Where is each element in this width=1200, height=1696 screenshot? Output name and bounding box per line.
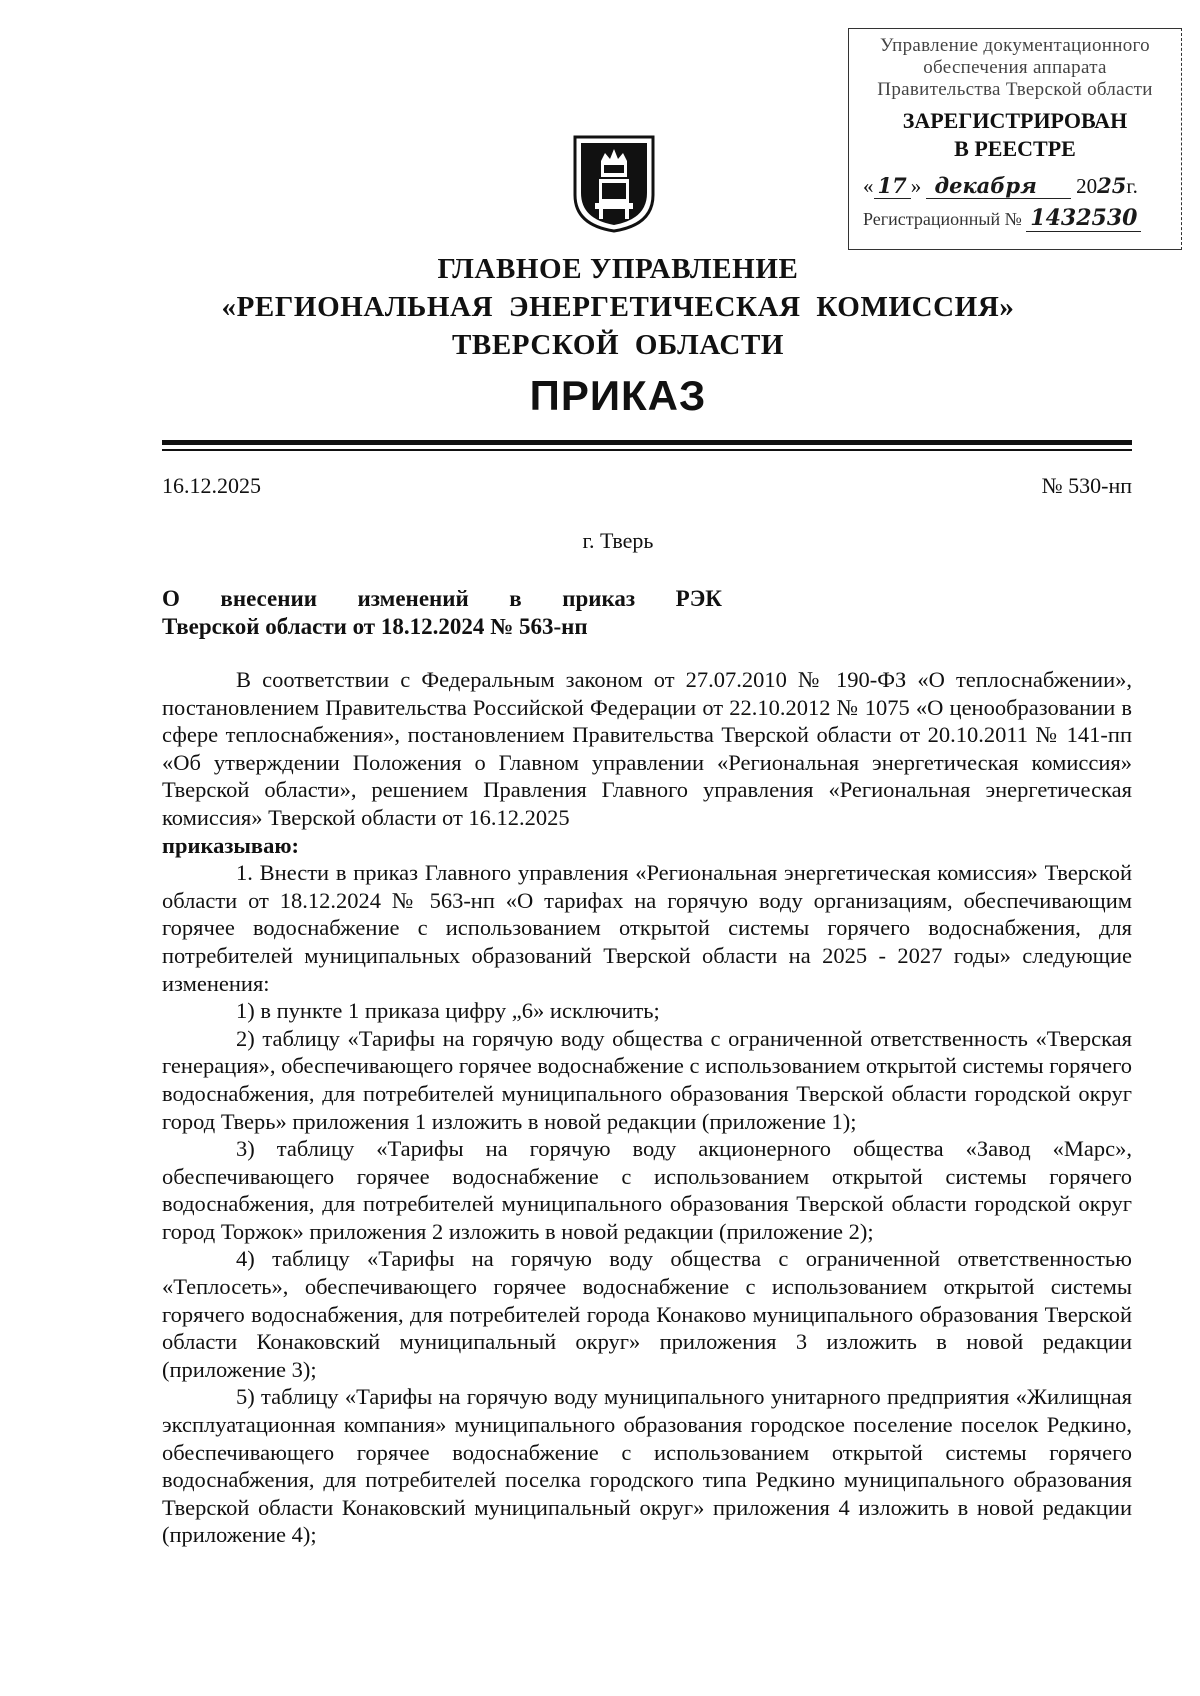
stamp-day: 17 (874, 173, 911, 199)
header-divider-thin (162, 449, 1132, 451)
organization-name: ГЛАВНОЕ УПРАВЛЕНИЕ «РЕГИОНАЛЬНАЯ ЭНЕРГЕТИЧЕСКАЯ КОМИССИЯ» ТВЕРСКОЙ ОБЛАСТИ (221, 253, 1015, 361)
subitem-4-paragraph: 4) таблицу «Тарифы на горячую воду общества с ограниченной ответственностью «Теплосеть», обеспечивающего горячее водоснабжение с использованием открытой системы горячего водоснабжения, для потребителей города Конаково муниципального образования Тверской области Конаковский муниципальный округ» приложения 3 изложить в новой редакции (приложение 3); (162, 1246, 1132, 1382)
stamp-department: Управление документационного обеспечения аппарата Правительства Тверской области (877, 35, 1153, 100)
stamp-number-row: Регистрационный № 1432530 (849, 205, 1181, 231)
document-date: 16.12.2025 (162, 473, 261, 498)
document-type-title: ПРИКАЗ (529, 372, 707, 419)
subitem-5-paragraph: 5) таблицу «Тарифы на горячую воду муниципального унитарного предприятия «Жилищная эксплуатационная компания» муниципального образования городское поселение поселок Редкино, обеспечивающего горячее водоснабжение с использованием открытой системы горячего водоснабжения, для потребителей поселка городского типа Редкино муниципального образования Тверской области Конаковский муниципальный округ» приложения 4 изложить в новой редакции (приложение 4); (162, 1384, 1132, 1548)
document-body (162, 666, 1132, 1549)
document-city: г. Тверь (582, 528, 654, 553)
document-number: № 530-нп (1041, 473, 1132, 498)
subitem-3-paragraph: 3) таблицу «Тарифы на горячую воду акционерного общества «Завод «Марс», обеспечивающего горячее водоснабжение с использованием открытой системы горячего водоснабжения, для потребителей муниципального образования Тверской области городской округ город Торжок» приложения 2 изложить в новой редакции (приложение 2); (162, 1136, 1132, 1244)
stamp-date: « 17 » декабря 2025г. (863, 173, 1138, 198)
stamp-month: декабря (926, 173, 1070, 199)
registration-stamp (848, 28, 1182, 250)
subitem-1-paragraph: 1) в пункте 1 приказа цифру „6» исключить; (236, 998, 660, 1024)
header-divider (162, 440, 1132, 445)
stamp-year: 25 (1097, 173, 1127, 198)
subitem-2-paragraph: 2) таблицу «Тарифы на горячую воду общества с ограниченной ответственность «Тверская генерация», обеспечивающего горячее водоснабжение с использованием открытой системы горячего водоснабжения, для потребителей муниципального образования Тверской области городской округ город Тверь» приложения 1 изложить в новой редакции (приложение 1); (162, 1025, 1132, 1134)
order-word: приказываю: (162, 832, 300, 858)
stamp-number: 1432530 (1026, 205, 1141, 232)
preamble-paragraph: В соответствии с Федеральным законом от 27.07.2010 № 190-ФЗ «О теплоснабжении», постановлением Правительства Российской Федерации от 22.10.2012 № 1075 «О ценообразовании в сфере теплоснабжения», постановлением Правительства Тверской области от 20.10.2011 № 141-пп «Об утверждении Положения о Главном управлении «Региональная энергетическая комиссия» Тверской области», решением Правления Главного управления «Региональная энергетическая комиссия» Тверской области от 16.12.2025 (162, 667, 1132, 830)
coat-of-arms-icon (573, 135, 655, 233)
item-1-paragraph: 1. Внести в приказ Главного управления «Региональная энергетическая комиссия» Тверской области от 18.12.2024 № 563-нп «О тарифах на горячую воду организациям, обеспечивающим горячее водоснабжение с использованием открытой системы горячего водоснабжения, для потребителей муниципальных образований Тверской области на 2025 - 2027 годы» следующие изменения: (162, 860, 1132, 996)
stamp-registered-label: ЗАРЕГИСТРИРОВАН В РЕЕСТРЕ (902, 108, 1128, 161)
document-subject: О внесении изменений в приказ РЭК Тверской области от 18.12.2024 № 563-нп (162, 586, 722, 639)
